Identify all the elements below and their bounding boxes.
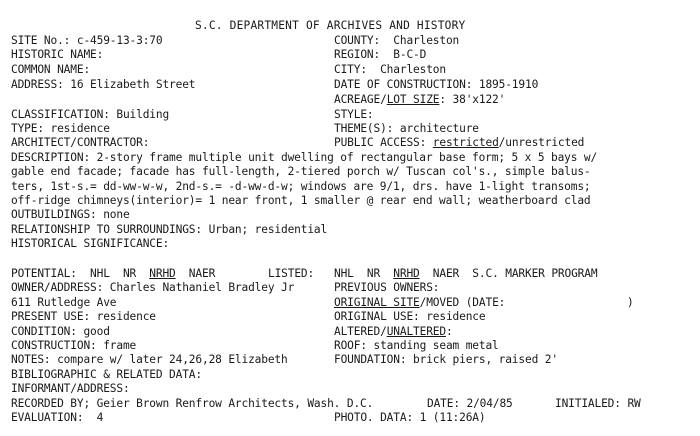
historic-name: HISTORIC NAME: (11, 48, 104, 61)
date-recorded: DATE: 2/04/85 (427, 397, 513, 410)
potential-naer: NAER (175, 267, 216, 280)
listed (334, 267, 597, 280)
previous-owners: PREVIOUS OWNERS: (334, 281, 440, 294)
relationship-to-surroundings: RELATIONSHIP TO SURROUNDINGS: Urban; residential (11, 223, 328, 236)
description-line: ters, 1st-s.= dd-ww-w-w, 2nd-s.= -d-ww-d-w; windows are 9/1, drs. have 1-light transoms; (11, 180, 591, 193)
region: REGION: B-C-D (334, 48, 427, 61)
initialed: INITIALED: RW (555, 397, 641, 410)
bibliographic-data: BIBLIOGRAPHIC & RELATED DATA: (11, 368, 202, 381)
present-use: PRESENT USE: residence (11, 310, 156, 323)
potential-label: POTENTIAL: NHL NR (11, 267, 150, 280)
date-of-construction: DATE OF CONSTRUCTION: 1895-1910 (334, 78, 539, 91)
historical-significance: HISTORICAL SIGNIFICANCE: (11, 237, 170, 250)
public-access-unrestricted: /unrestricted (498, 136, 585, 149)
foundation: FOUNDATION: brick piers, raised 2' (334, 353, 558, 366)
photo-data: PHOTO. DATA: 1 (11:26A) (334, 411, 486, 424)
public-access-label: PUBLIC ACCESS: (334, 136, 433, 149)
lot-size-label: LOT SIZE (386, 93, 440, 106)
outbuildings: OUTBUILDINGS: none (11, 208, 130, 221)
altered-label: ALTERED/ (334, 325, 387, 338)
description-line: gable end facade; facade has full-length, 2-tiered porch w/ Tuscan col's., simple balus- (11, 165, 591, 178)
city: CITY: Charleston (334, 63, 446, 76)
address: ADDRESS: 16 Elizabeth Street (11, 78, 196, 91)
listed-label: LISTED: (268, 267, 315, 280)
description-line: DESCRIPTION: 2-story frame multiple unit dwelling of rectangular base form; 5 x 5 bays w/ (11, 151, 598, 164)
description-line: off-ridge chimneys(interior)= 1 near front, 1 smaller @ rear end wall; weatherboard clad (11, 194, 591, 207)
architect-contractor: ARCHITECT/CONTRACTOR: (11, 136, 150, 149)
lot-size-value: : 38'x122' (439, 93, 506, 106)
public-access (334, 136, 584, 149)
style: STYLE: (334, 108, 374, 121)
listed-nrhd: NRHD (393, 267, 420, 280)
acreage-lot-size (334, 93, 505, 106)
roof: ROOF: standing seam metal (334, 339, 499, 352)
original-use: ORIGINAL USE: residence (334, 310, 486, 323)
moved-label: /MOVED (DATE: (419, 296, 506, 309)
owner-street-address: 611 Rutledge Ave (11, 296, 117, 309)
construction: CONSTRUCTION: frame (11, 339, 137, 352)
listed-suffix: NAER S.C. MARKER PROGRAM (419, 267, 598, 280)
owner-address: OWNER/ADDRESS: Charles Nathaniel Bradley Jr (11, 281, 295, 294)
original-site-label: ORIGINAL SITE (334, 296, 420, 309)
condition: CONDITION: good (11, 325, 110, 338)
county: COUNTY: Charleston (334, 34, 460, 47)
informant-address: INFORMANT/ADDRESS: (11, 382, 130, 395)
original-site-moved (334, 296, 505, 309)
unaltered-label: UNALTERED (386, 325, 446, 338)
potential-nrhd: NRHD (149, 267, 176, 280)
altered-unaltered (334, 325, 453, 338)
site-number: SITE No.: c-459-13-3:70 (11, 34, 163, 47)
listed-prefix: NHL NR (334, 267, 394, 280)
potential (11, 267, 215, 280)
themes: THEME(S): architecture (334, 122, 479, 135)
form-title: S.C. DEPARTMENT OF ARCHIVES AND HISTORY (195, 19, 466, 32)
unaltered-colon: : (445, 325, 453, 338)
public-access-restricted: restricted (432, 136, 499, 149)
notes: NOTES: compare w/ later 24,26,28 Elizabeth (11, 353, 288, 366)
acreage-label: ACREAGE/ (334, 93, 387, 106)
type: TYPE: residence (11, 122, 110, 135)
common-name: COMMON NAME: (11, 63, 91, 76)
classification: CLASSIFICATION: Building (11, 108, 170, 121)
evaluation: EVALUATION: 4 (11, 411, 104, 424)
recorded-by: RECORDED BY; Geier Brown Renfrow Architects, Wash. D.C. (11, 397, 374, 410)
moved-date-close: ) (627, 296, 634, 309)
